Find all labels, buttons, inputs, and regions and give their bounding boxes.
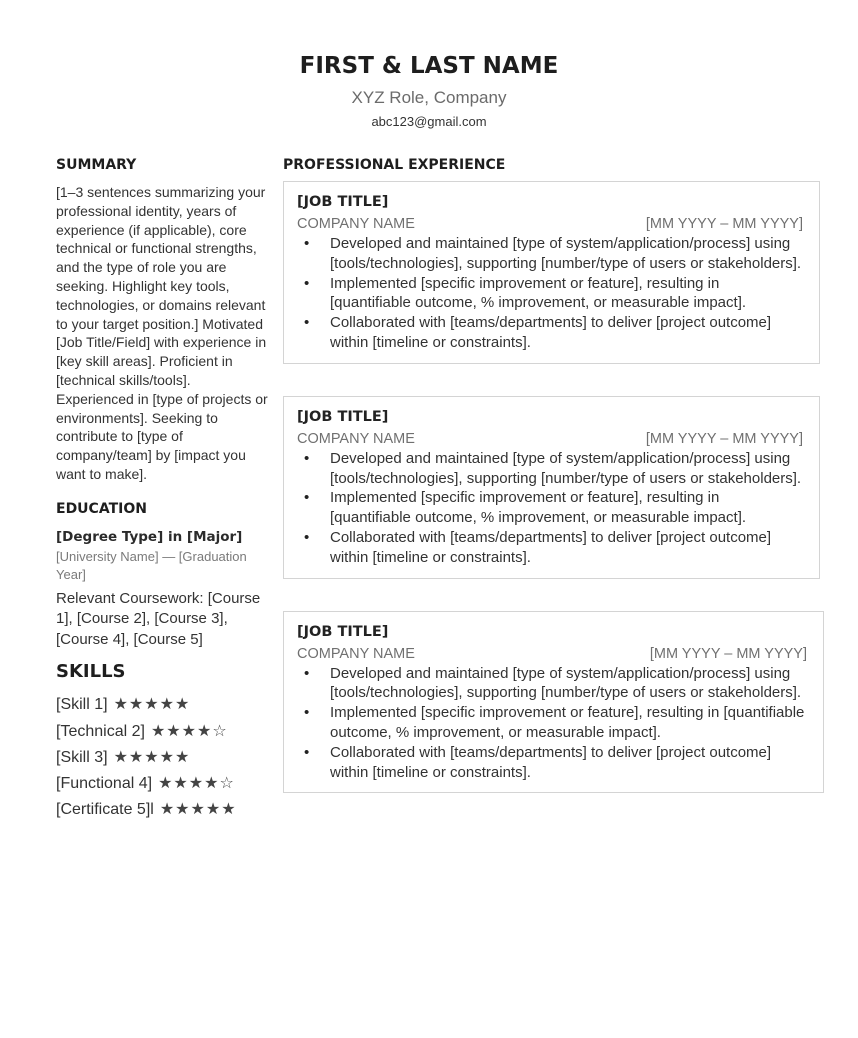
skill-label: [Functional 4]	[56, 775, 153, 793]
job-bullet: • Collaborated with [teams/departments] to deliver [project outcome] within [timeline or constraints].	[297, 528, 803, 568]
skill-label: [Technical 2]	[56, 722, 145, 740]
education-university: [University Name] — [Graduation Year]	[56, 548, 247, 582]
job-bullets	[297, 449, 803, 568]
star-rating-icon: ★★★★☆	[158, 773, 235, 793]
job-bullets	[297, 664, 807, 783]
job-bullet: • Implemented [specific improvement or feature], resulting in [quantifiable outcome, % improvement, or measurable impact].	[297, 274, 803, 314]
job-card	[283, 611, 824, 794]
skills-title: SKILLS	[56, 661, 126, 683]
skill-label: [Skill 1]	[56, 696, 108, 714]
job-bullets	[297, 234, 803, 353]
education-coursework: Relevant Coursework: [Course 1], [Course 2], [Course 3], [Course 4], [Course 5]	[56, 589, 261, 648]
skill-item	[56, 718, 268, 744]
job-dates: [MM YYYY – MM YYYY]	[645, 216, 803, 232]
skill-item	[56, 796, 268, 822]
job-list	[283, 181, 828, 793]
star-rating-icon: ★★★★★	[113, 746, 191, 766]
job-meta	[297, 645, 807, 664]
job-card	[283, 396, 820, 579]
skill-item	[56, 691, 268, 717]
skill-item	[56, 770, 268, 796]
skill-item	[56, 744, 268, 770]
left-column	[56, 156, 268, 823]
company-name: COMPANY NAME	[297, 216, 415, 232]
star-rating-icon: ★★★★☆	[150, 720, 228, 740]
right-column	[283, 156, 828, 825]
skill-label: [Skill 3]	[56, 748, 108, 766]
education-degree: [Degree Type] in [Major]	[56, 528, 243, 545]
job-card	[283, 181, 820, 364]
star-rating-icon: ★★★★★	[159, 799, 237, 819]
job-bullet: • Developed and maintained [type of system/application/process] using [tools/technologies], supporting [number/type of users or stakeholders].	[297, 234, 803, 274]
job-meta	[297, 430, 803, 449]
skill-label: [Certificate 5]l	[56, 801, 154, 819]
job-bullet: • Implemented [specific improvement or feature], resulting in [quantifiable outcome, % improvement, or measurable impact].	[297, 703, 807, 743]
company-name: COMPANY NAME	[297, 430, 415, 447]
star-rating-icon: ★★★★★	[113, 694, 191, 714]
job-title: [JOB TITLE]	[297, 194, 389, 210]
job-bullet: • Collaborated with [teams/departments] to deliver [project outcome] within [timeline or constraints].	[297, 313, 803, 353]
job-meta	[297, 215, 803, 234]
skills-list	[56, 691, 268, 822]
job-dates: [MM YYYY – MM YYYY]	[645, 430, 803, 447]
candidate-role: XYZ Role, Company	[351, 88, 507, 107]
summary-title: SUMMARY	[56, 157, 137, 173]
job-title: [JOB TITLE]	[297, 408, 389, 425]
job-bullet: • Developed and maintained [type of system/application/process] using [tools/technologies], supporting [number/type of users or stakeholders].	[297, 449, 803, 489]
company-name: COMPANY NAME	[297, 645, 415, 662]
job-dates: [MM YYYY – MM YYYY]	[649, 645, 807, 662]
candidate-email[interactable]: abc123@gmail.com	[371, 114, 487, 129]
job-bullet: • Implemented [specific improvement or feature], resulting in [quantifiable outcome, % improvement, or measurable impact].	[297, 488, 803, 528]
experience-title: PROFESSIONAL EXPERIENCE	[283, 157, 506, 173]
job-title: [JOB TITLE]	[297, 623, 389, 640]
education-title: EDUCATION	[56, 500, 147, 517]
candidate-name: FIRST & LAST NAME	[299, 53, 559, 79]
summary-text: [1–3 sentences summarizing your professional identity, years of experience (if applicable), core technical or functional strengths, and the type of role you are seeking. Highlight key tools, technologies, or domains relevant to your target position.] Motivated [Job Title/Field] with experience in [key skill areas]. Proficient in [technical skills/tools]. Experienced in [type of projects or environments]. Seeking to contribute to [type of company/team] by [impact you want to make].	[56, 184, 268, 482]
resume-header	[0, 50, 858, 131]
job-bullet: • Developed and maintained [type of system/application/process] using [tools/technologies], supporting [number/type of users or stakeholders].	[297, 664, 807, 704]
job-bullet: • Collaborated with [teams/departments] to deliver [project outcome] within [timeline or constraints].	[297, 743, 807, 783]
